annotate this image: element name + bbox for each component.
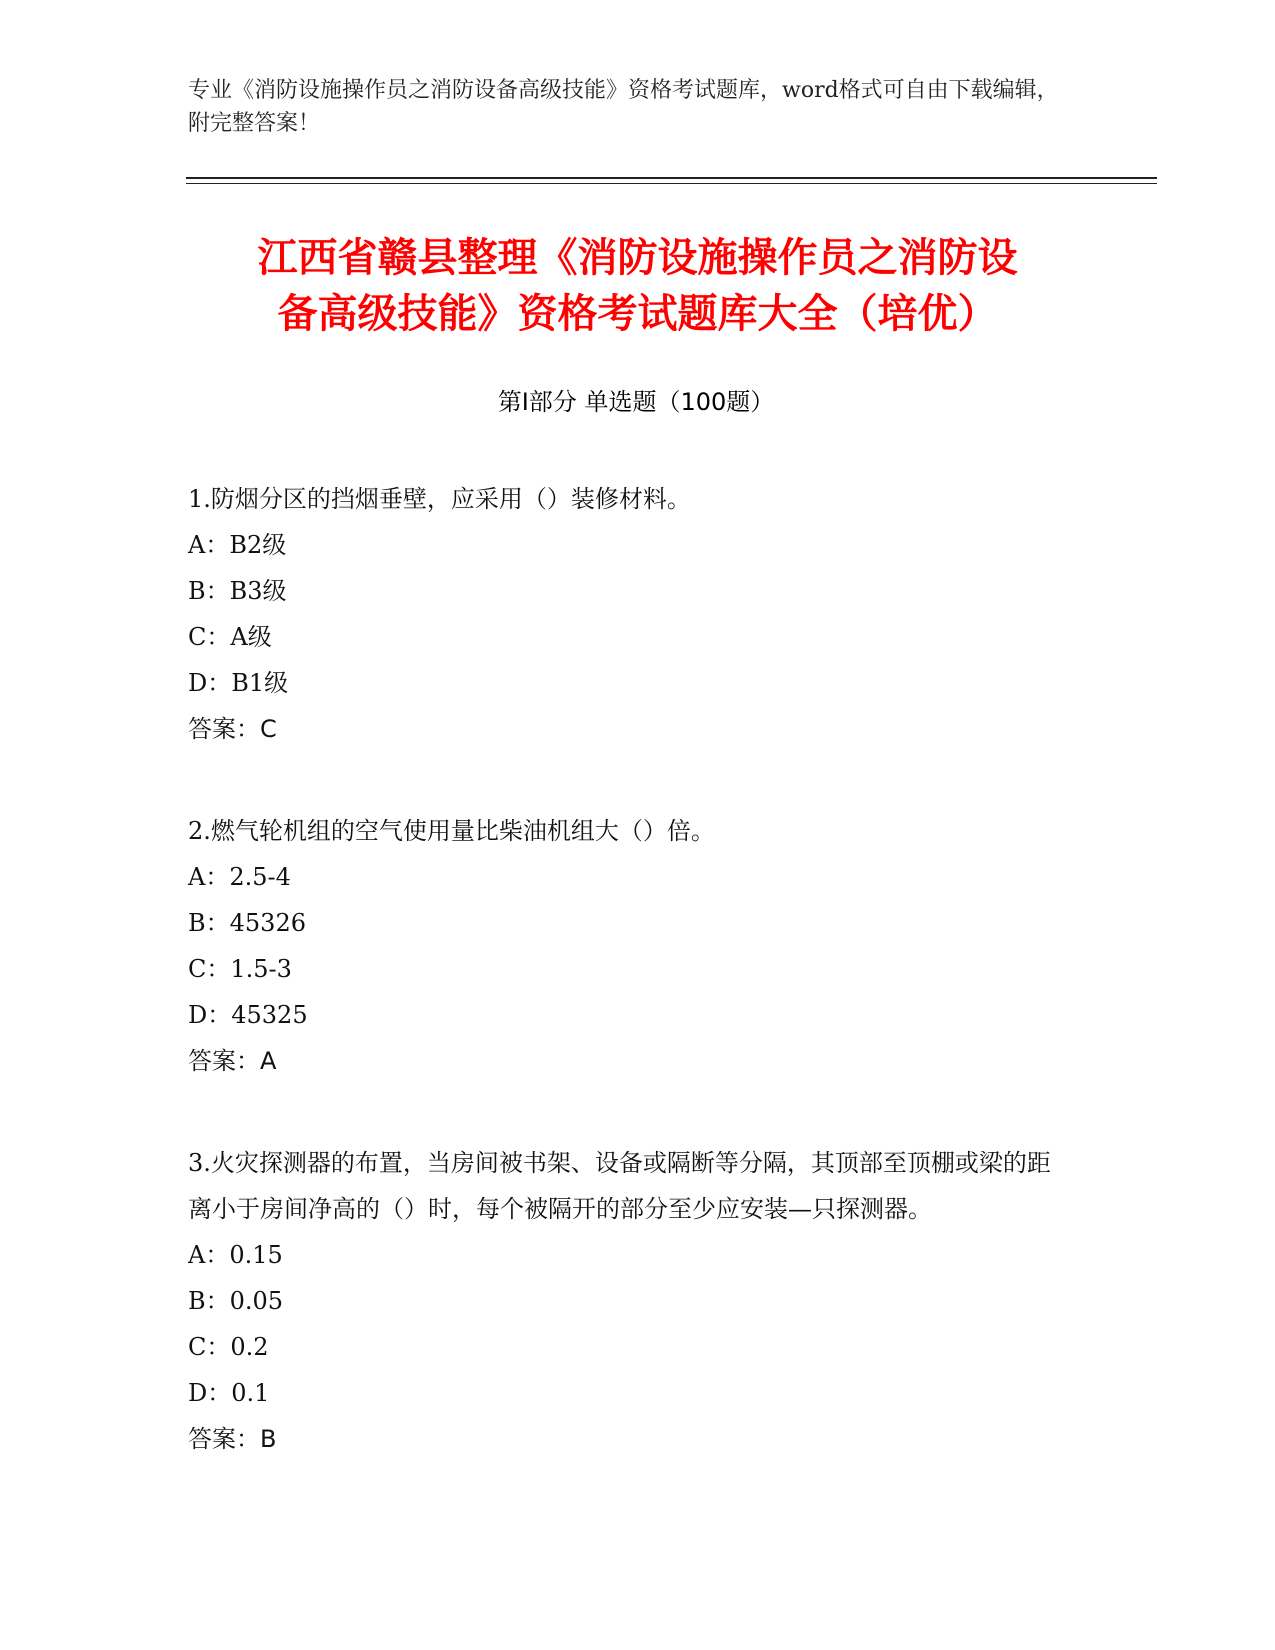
- header-rule-thin: [186, 183, 1157, 184]
- option-c: C：0.2: [188, 1333, 269, 1361]
- option-a: A：B2级: [188, 531, 287, 559]
- option-b: B：0.05: [188, 1287, 284, 1315]
- answer: 答案：B: [188, 1425, 277, 1453]
- question-stem: 2.燃气轮机组的空气使用量比柴油机组大（）倍。: [188, 817, 715, 845]
- question-stem: 3.火灾探测器的布置，当房间被书架、设备或隔断等分隔，其顶部至顶棚或梁的距离小于房间净高的（）时，每个被隔开的部分至少应安装—只探测器。: [188, 1149, 1051, 1223]
- option-d: D：0.1: [188, 1379, 270, 1407]
- answer: 答案：A: [188, 1047, 277, 1075]
- option-c: C：1.5-3: [188, 955, 292, 983]
- option-b: B：B3级: [188, 577, 287, 605]
- question-list: [188, 476, 1068, 1462]
- option-d: D：B1级: [188, 669, 289, 697]
- question-2: [188, 808, 1068, 1084]
- answer: 答案：C: [188, 715, 277, 743]
- option-b: B：45326: [188, 909, 306, 937]
- document-title-line-2: 备高级技能》资格考试题库大全（培优）: [277, 291, 998, 337]
- option-d: D：45325: [188, 1001, 308, 1029]
- option-a: A：2.5-4: [188, 863, 291, 891]
- question-3: [188, 1140, 1068, 1462]
- option-c: C：A级: [188, 623, 272, 651]
- question-stem: 1.防烟分区的挡烟垂壁，应采用（）装修材料。: [188, 485, 691, 513]
- section-title: 第Ⅰ部分 单选题（100题）: [497, 388, 775, 416]
- document-title-line-1: 江西省赣县整理《消防设施操作员之消防设: [257, 235, 1018, 281]
- header-rule-thick: [186, 177, 1157, 179]
- document-title: [170, 230, 1105, 342]
- question-1: [188, 476, 1068, 752]
- option-a: A：0.15: [188, 1241, 283, 1269]
- header-note: 专业《消防设施操作员之消防设备高级技能》资格考试题库，word格式可自由下载编辑，附完整答案！: [188, 78, 1059, 136]
